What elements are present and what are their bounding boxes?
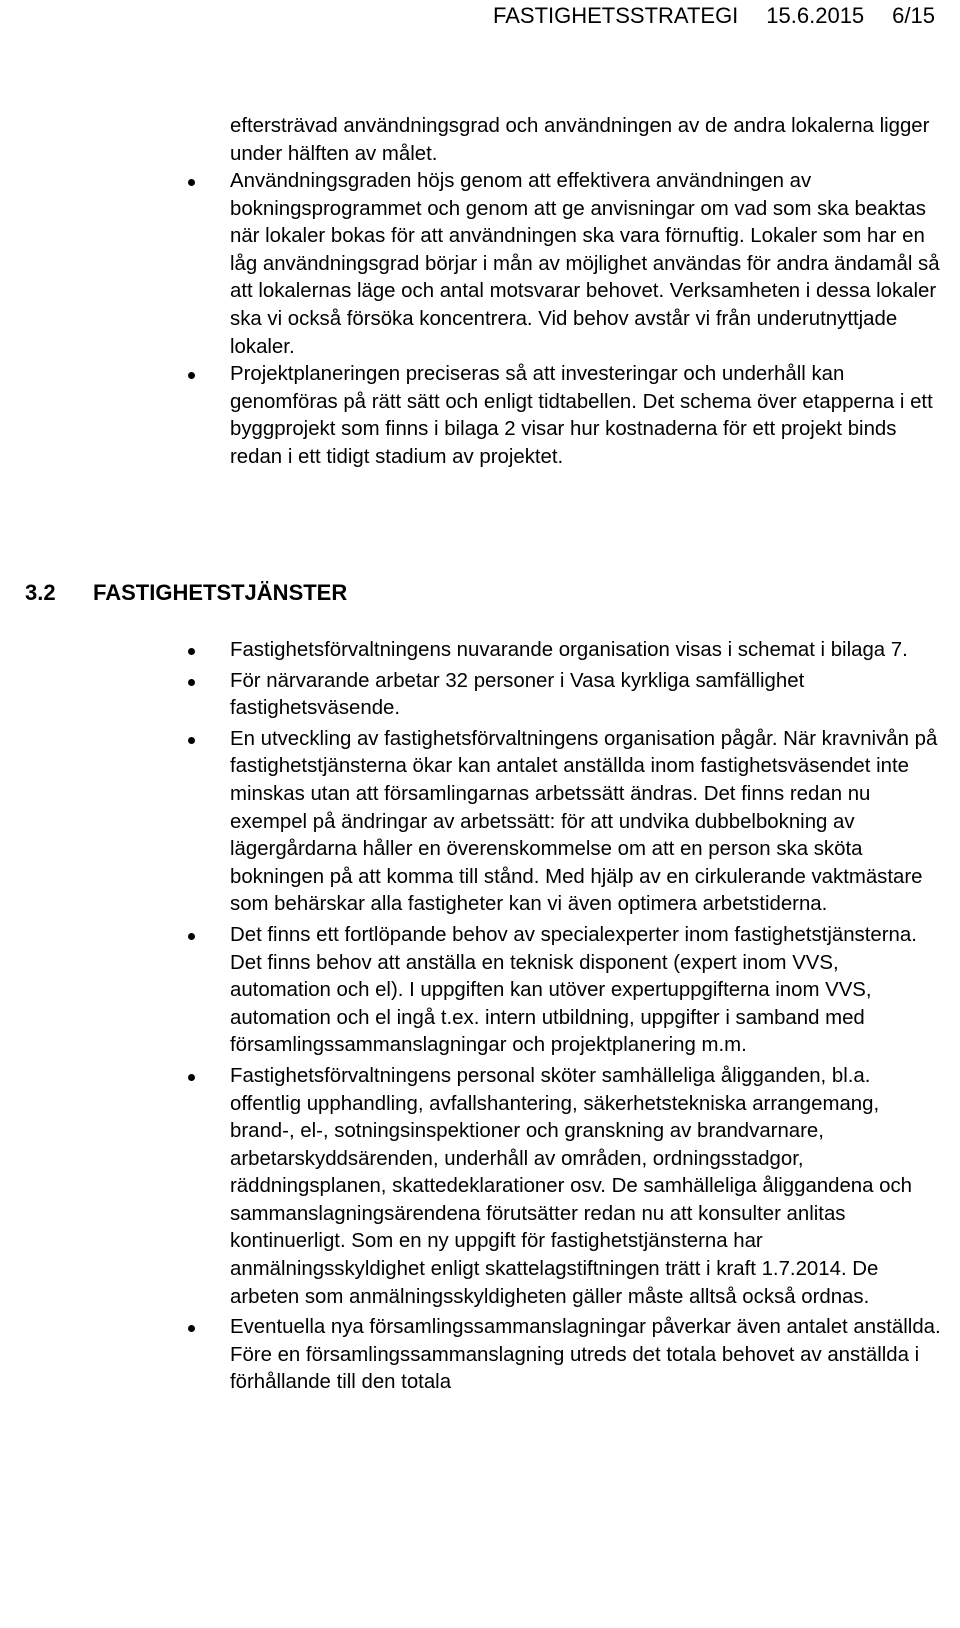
section-title: FASTIGHETSTJÄNSTER [93, 580, 348, 605]
document-title: FASTIGHETSSTRATEGI [493, 3, 739, 28]
document-date: 15.6.2015 [766, 3, 865, 28]
list-item: En utveckling av fastighetsförvaltningens organisation pågår. När kravnivån på fastighetstjänsterna ökar kan antalet anställda inom fastighetsväsendet inte minskas utan att församlingarnas arbetssätt ändras. Det finns redan nu exempel på ändringar av arbetssätt: för att undvika dubbelbokning av lägergårdarna håller en överenskommelse om att en person ska sköta bokningen på att komma till stånd. Med hjälp av en cirkulerande vaktmästare som behärskar alla fastigheter kan vi även optimera arbetstiderna. [0, 726, 942, 919]
list-item: För närvarande arbetar 32 personer i Vasa kyrkliga samfällighet fastighetsväsende. [0, 668, 942, 723]
page-number: 6/15 [892, 3, 935, 28]
list-item: Fastighetsförvaltningens personal sköter samhälleliga åligganden, bl.a. offentlig upphandling, avfallshantering, säkerhetstekniska arrangemang, brand-, el-, sotningsinspektioner och granskning av brandvarnare, arbetarskyddsärenden, underhåll av områden, ordningsstadgor, räddningsplanen, skattedeklarationer osv. De samhälleliga åliggandena och sammanslagningsärendena förutsätter redan nu att konsulter anlitas kontinuerligt. Som en ny uppgift för fastighetstjänsterna har anmälningsskyldighet enligt skattelagstiftningen trätt i kraft 1.7.2014. De arbeten som anmälningsskyldigheten gäller måste alltså också ordnas. [0, 1063, 942, 1311]
list-item: Användningsgraden höjs genom att effektivera användningen av bokningsprogrammet och genom att ge anvisningar om vad som ska beaktas när lokaler bokas för att användningen ska vara förnuftig. Lokaler som har en låg användningsgrad börjar i mån av möjlighet användas för andra ändamål så att lokalernas läge och antal motsvarar behovet. Verksamheten i dessa lokaler ska vi också försöka koncentrera. Vid behov avstår vi från underutnyttjade lokaler. [0, 168, 942, 361]
page-header [493, 2, 935, 30]
continuation-paragraph: eftersträvad användningsgrad och användningen av de andra lokalerna ligger under hälften av målet. [230, 115, 930, 165]
bullet-list-section-3-1 [0, 168, 942, 472]
list-item: Projektplaneringen preciseras så att investeringar och underhåll kan genomföras på rätt sätt och enligt tidtabellen. Det schema över etapperna i ett byggprojekt som finns i bilaga 2 visar hur kostnaderna för ett projekt binds redan i ett tidigt stadium av projektet. [0, 361, 942, 471]
section-heading [25, 578, 347, 608]
bullet-list-section-3-2 [0, 637, 942, 1397]
section-number: 3.2 [25, 580, 56, 605]
list-item: Fastighetsförvaltningens nuvarande organisation visas i schemat i bilaga 7. [0, 637, 942, 665]
list-item: Det finns ett fortlöpande behov av specialexperter inom fastighetstjänsterna. Det finns behov att anställa en teknisk disponent (expert inom VVS, automation och el). I uppgiften kan utöver expertuppgifterna inom VVS, automation och el ingå t.ex. intern utbildning, uppgifter i samband med församlingssammanslagningar och projektplanering m.m. [0, 922, 942, 1060]
list-item: Eventuella nya församlingssammanslagningar påverkar även antalet anställda. Före en församlingssammanslagning utreds det totala behovet av anställda i förhållande till den totala [0, 1314, 942, 1397]
